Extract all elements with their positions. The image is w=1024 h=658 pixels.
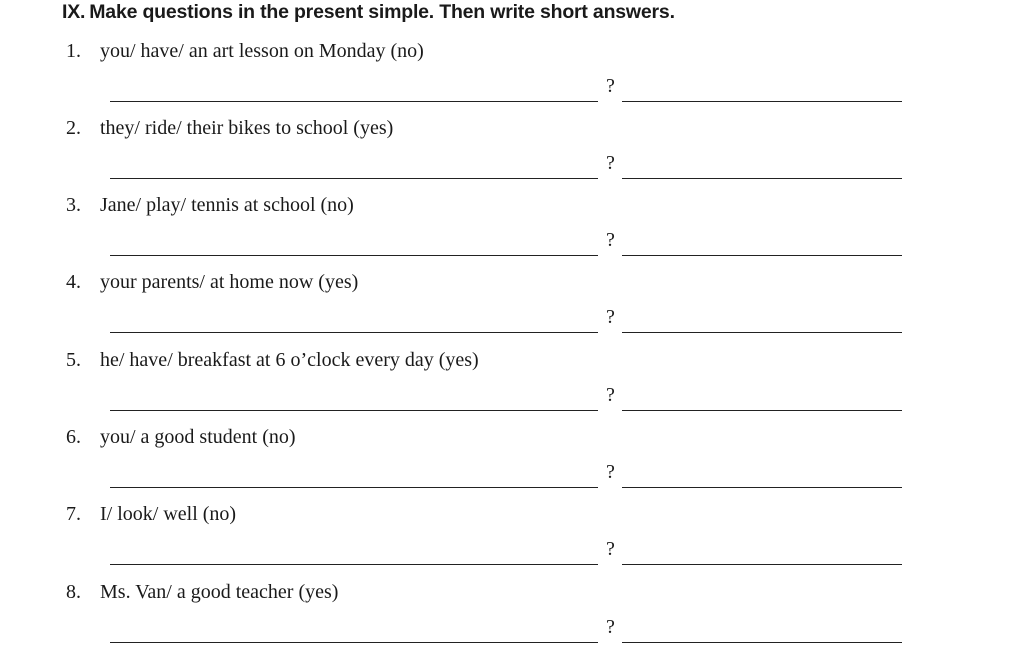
question-mark: ? bbox=[606, 75, 615, 97]
item-text: he/ have/ breakfast at 6 o’clock every day (yes) bbox=[100, 349, 479, 371]
item-number: 3. bbox=[66, 194, 81, 216]
question-mark: ? bbox=[606, 152, 615, 174]
item-number: 2. bbox=[66, 117, 81, 139]
question-answer-line[interactable] bbox=[110, 564, 598, 565]
exercise-item-2 bbox=[0, 117, 1024, 194]
item-text: you/ a good student (no) bbox=[100, 426, 296, 448]
item-prompt bbox=[66, 503, 236, 526]
item-number: 7. bbox=[66, 503, 81, 525]
question-mark: ? bbox=[606, 616, 615, 638]
item-prompt bbox=[66, 581, 338, 604]
exercise-item-8 bbox=[0, 581, 1024, 658]
item-text: I/ look/ well (no) bbox=[100, 503, 237, 525]
exercise-item-1 bbox=[0, 40, 1024, 117]
question-answer-line[interactable] bbox=[110, 642, 598, 643]
question-mark: ? bbox=[606, 538, 615, 560]
question-mark: ? bbox=[606, 461, 615, 483]
item-prompt bbox=[66, 426, 296, 449]
item-text: your parents/ at home now (yes) bbox=[100, 271, 359, 293]
question-mark: ? bbox=[606, 384, 615, 406]
item-prompt bbox=[66, 40, 424, 63]
exercise-instructions: Make questions in the present simple. Then write short answers. bbox=[89, 1, 675, 23]
item-text: you/ have/ an art lesson on Monday (no) bbox=[100, 40, 424, 62]
exercise-item-7 bbox=[0, 503, 1024, 580]
question-answer-line[interactable] bbox=[110, 487, 598, 488]
short-answer-line[interactable] bbox=[622, 332, 902, 333]
exercise-item-6 bbox=[0, 426, 1024, 503]
question-answer-line[interactable] bbox=[110, 332, 598, 333]
item-text: Ms. Van/ a good teacher (yes) bbox=[100, 581, 339, 603]
exercise-item-3 bbox=[0, 194, 1024, 271]
short-answer-line[interactable] bbox=[622, 410, 902, 411]
item-text: Jane/ play/ tennis at school (no) bbox=[100, 194, 354, 216]
item-prompt bbox=[66, 194, 354, 217]
item-number: 5. bbox=[66, 349, 81, 371]
question-answer-line[interactable] bbox=[110, 255, 598, 256]
question-mark: ? bbox=[606, 229, 615, 251]
exercise-item-4 bbox=[0, 271, 1024, 348]
item-number: 1. bbox=[66, 40, 81, 62]
item-number: 6. bbox=[66, 426, 81, 448]
item-prompt bbox=[66, 271, 358, 294]
short-answer-line[interactable] bbox=[622, 564, 902, 565]
item-prompt bbox=[66, 349, 479, 372]
short-answer-line[interactable] bbox=[622, 255, 902, 256]
item-prompt bbox=[66, 117, 393, 140]
question-mark: ? bbox=[606, 306, 615, 328]
short-answer-line[interactable] bbox=[622, 178, 902, 179]
exercise-item-5 bbox=[0, 349, 1024, 426]
item-text: they/ ride/ their bikes to school (yes) bbox=[100, 117, 394, 139]
question-answer-line[interactable] bbox=[110, 101, 598, 102]
question-answer-line[interactable] bbox=[110, 410, 598, 411]
exercise-heading bbox=[62, 1, 675, 24]
question-answer-line[interactable] bbox=[110, 178, 598, 179]
short-answer-line[interactable] bbox=[622, 642, 902, 643]
short-answer-line[interactable] bbox=[622, 101, 902, 102]
exercise-number: IX. bbox=[62, 1, 86, 23]
item-number: 8. bbox=[66, 581, 81, 603]
short-answer-line[interactable] bbox=[622, 487, 902, 488]
item-number: 4. bbox=[66, 271, 81, 293]
